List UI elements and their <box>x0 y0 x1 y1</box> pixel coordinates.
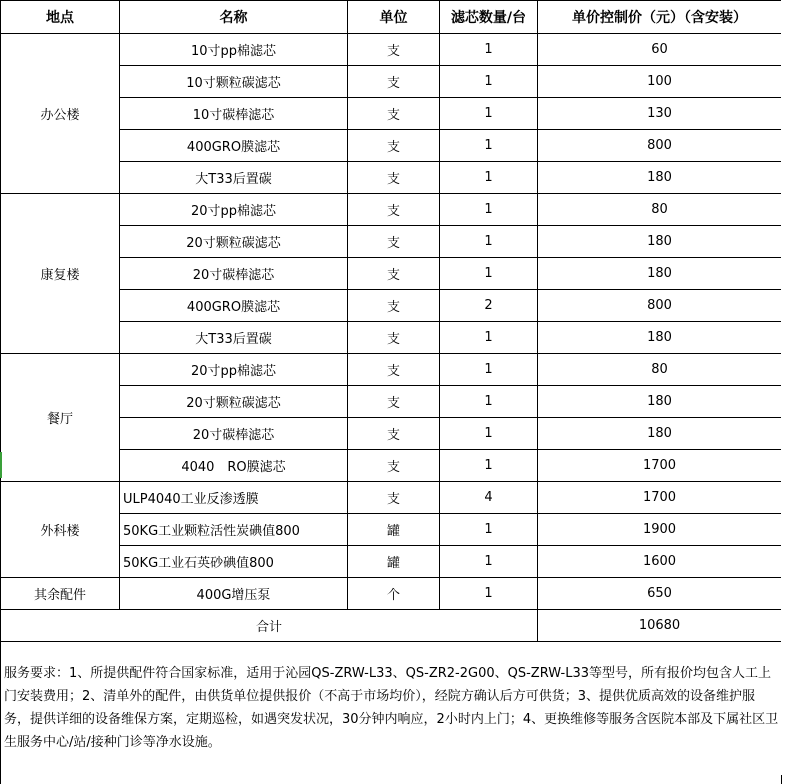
unit-cell[interactable]: 支 <box>348 34 440 66</box>
price-cell[interactable]: 180 <box>538 162 782 194</box>
qty-cell[interactable]: 1 <box>440 66 538 98</box>
total-row <box>1 610 782 642</box>
unit-cell[interactable]: 支 <box>348 450 440 482</box>
qty-cell[interactable]: 1 <box>440 354 538 386</box>
unit-cell[interactable]: 个 <box>348 578 440 610</box>
unit-cell[interactable]: 支 <box>348 386 440 418</box>
table-row <box>1 482 782 514</box>
price-cell[interactable]: 180 <box>538 418 782 450</box>
item-name-cell[interactable]: ULP4040工业反渗透膜 <box>120 482 348 514</box>
item-name-cell[interactable]: 20寸碳棒滤芯 <box>120 258 348 290</box>
note-row <box>1 642 782 784</box>
header-qty[interactable]: 滤芯数量/台 <box>440 1 538 34</box>
location-cell[interactable]: 办公楼 <box>1 34 120 194</box>
item-name-cell[interactable]: 20寸pp棉滤芯 <box>120 354 348 386</box>
location-cell[interactable]: 餐厅 <box>1 354 120 482</box>
item-name-cell[interactable]: 50KG工业石英砂碘值800 <box>120 546 348 578</box>
unit-cell[interactable]: 支 <box>348 418 440 450</box>
price-cell[interactable]: 130 <box>538 98 782 130</box>
total-label[interactable]: 合计 <box>1 610 538 642</box>
price-cell[interactable]: 180 <box>538 226 782 258</box>
qty-cell[interactable]: 1 <box>440 130 538 162</box>
item-name-cell[interactable]: 大T33后置碳 <box>120 322 348 354</box>
unit-cell[interactable]: 支 <box>348 482 440 514</box>
price-cell[interactable]: 80 <box>538 194 782 226</box>
qty-cell[interactable]: 1 <box>440 226 538 258</box>
price-cell[interactable]: 180 <box>538 258 782 290</box>
location-cell[interactable]: 康复楼 <box>1 194 120 354</box>
item-name-cell[interactable]: 50KG工业颗粒活性炭碘值800 <box>120 514 348 546</box>
price-cell[interactable]: 180 <box>538 386 782 418</box>
location-cell[interactable]: 其余配件 <box>1 578 120 610</box>
price-cell[interactable]: 800 <box>538 130 782 162</box>
table-row <box>1 578 782 610</box>
unit-cell[interactable]: 支 <box>348 130 440 162</box>
item-name-cell[interactable]: 20寸pp棉滤芯 <box>120 194 348 226</box>
unit-cell[interactable]: 支 <box>348 258 440 290</box>
qty-cell[interactable]: 1 <box>440 162 538 194</box>
unit-cell[interactable]: 支 <box>348 98 440 130</box>
qty-cell[interactable]: 1 <box>440 258 538 290</box>
item-name-cell[interactable]: 20寸颗粒碳滤芯 <box>120 226 348 258</box>
header-name[interactable]: 名称 <box>120 1 348 34</box>
item-name-cell[interactable]: 10寸pp棉滤芯 <box>120 34 348 66</box>
item-name-cell[interactable]: 400G增压泵 <box>120 578 348 610</box>
header-unit[interactable]: 单位 <box>348 1 440 34</box>
qty-cell[interactable]: 1 <box>440 578 538 610</box>
service-requirements-note[interactable]: 服务要求：1、所提供配件符合国家标准，适用于沁园QS-ZRW-L33、QS-ZR2-2G00、QS-ZRW-L33等型号，所有报价均包含人工上门安装费用；2、清单外的配件，由供货单位提供报价（不高于市场均价），经院方确认后方可供货；3、提供优质高效的设备维护服务，提供详细的设备维保方案，定期巡检，如遇突发状况，30分钟内响应，2小时内上门；4、更换维修等服务含医院本部及下属社区卫生服务中心/站/接种门诊等净水设施。 <box>1 642 782 784</box>
item-name-cell[interactable]: 4040 RO膜滤芯 <box>120 450 348 482</box>
qty-cell[interactable]: 1 <box>440 450 538 482</box>
price-cell[interactable]: 1900 <box>538 514 782 546</box>
qty-cell[interactable]: 1 <box>440 322 538 354</box>
qty-cell[interactable]: 1 <box>440 386 538 418</box>
price-cell[interactable]: 80 <box>538 354 782 386</box>
price-cell[interactable]: 60 <box>538 34 782 66</box>
table-row <box>1 194 782 226</box>
price-cell[interactable]: 1600 <box>538 546 782 578</box>
item-name-cell[interactable]: 大T33后置碳 <box>120 162 348 194</box>
header-row <box>1 1 782 34</box>
qty-cell[interactable]: 1 <box>440 34 538 66</box>
table-row <box>1 354 782 386</box>
location-cell[interactable]: 外科楼 <box>1 482 120 578</box>
header-location[interactable]: 地点 <box>1 1 120 34</box>
qty-cell[interactable]: 1 <box>440 194 538 226</box>
unit-cell[interactable]: 罐 <box>348 546 440 578</box>
price-cell[interactable]: 1700 <box>538 450 782 482</box>
qty-cell[interactable]: 2 <box>440 290 538 322</box>
item-name-cell[interactable]: 10寸颗粒碳滤芯 <box>120 66 348 98</box>
unit-cell[interactable]: 支 <box>348 226 440 258</box>
item-name-cell[interactable]: 400GRO膜滤芯 <box>120 290 348 322</box>
qty-cell[interactable]: 1 <box>440 418 538 450</box>
table-body <box>1 34 782 610</box>
qty-cell[interactable]: 4 <box>440 482 538 514</box>
header-price[interactable]: 单价控制价（元）（含安装） <box>538 1 782 34</box>
table-row <box>1 34 782 66</box>
unit-cell[interactable]: 支 <box>348 322 440 354</box>
unit-cell[interactable]: 支 <box>348 354 440 386</box>
qty-cell[interactable]: 1 <box>440 98 538 130</box>
price-cell[interactable]: 100 <box>538 66 782 98</box>
sheet-edge <box>781 0 788 775</box>
price-cell[interactable]: 800 <box>538 290 782 322</box>
total-value[interactable]: 10680 <box>538 610 782 642</box>
unit-cell[interactable]: 支 <box>348 194 440 226</box>
item-name-cell[interactable]: 20寸碳棒滤芯 <box>120 418 348 450</box>
price-cell[interactable]: 180 <box>538 322 782 354</box>
item-name-cell[interactable]: 20寸颗粒碳滤芯 <box>120 386 348 418</box>
unit-cell[interactable]: 支 <box>348 162 440 194</box>
unit-cell[interactable]: 支 <box>348 66 440 98</box>
price-cell[interactable]: 650 <box>538 578 782 610</box>
qty-cell[interactable]: 1 <box>440 514 538 546</box>
item-name-cell[interactable]: 10寸碳棒滤芯 <box>120 98 348 130</box>
price-cell[interactable]: 1700 <box>538 482 782 514</box>
item-name-cell[interactable]: 400GRO膜滤芯 <box>120 130 348 162</box>
qty-cell[interactable]: 1 <box>440 546 538 578</box>
row-selection-marker <box>0 452 2 478</box>
unit-cell[interactable]: 支 <box>348 290 440 322</box>
unit-cell[interactable]: 罐 <box>348 514 440 546</box>
